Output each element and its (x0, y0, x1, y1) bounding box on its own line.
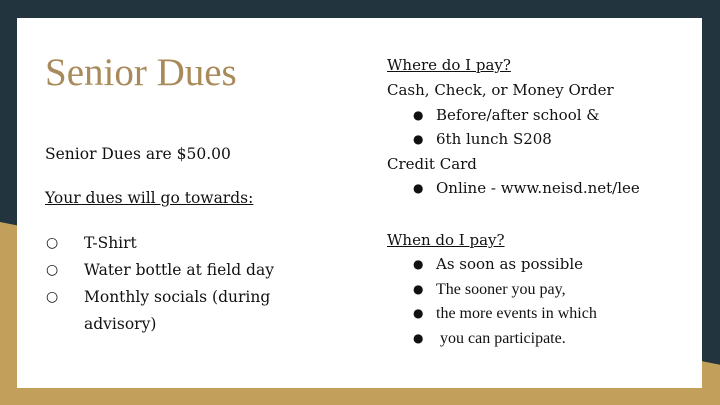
towards-heading: Your dues will go towards: (45, 189, 254, 207)
dues-amount: Senior Dues are $50.00 (45, 145, 231, 163)
list-item: ● the more events in which (423, 301, 597, 327)
hollow-bullet-icon: ○ (46, 235, 59, 251)
list-item: ● Before/after school & (423, 103, 600, 128)
where-payment-methods: Cash, Check, or Money Order (387, 81, 614, 99)
when-heading: When do I pay? (387, 231, 505, 249)
hollow-bullet-icon: ○ (46, 289, 59, 305)
bullet-icon: ● (413, 181, 424, 195)
where-credit-card: Credit Card (387, 155, 477, 173)
slide-card (17, 18, 702, 388)
list-item: ● 6th lunch S208 (423, 127, 552, 152)
list-item: ● The sooner you pay, (423, 277, 566, 303)
bullet-icon: ● (413, 306, 424, 320)
list-item: ○ T-Shirt (33, 230, 323, 257)
list-item: ○ Water bottle at field day (33, 257, 323, 284)
bullet-icon: ● (413, 108, 424, 122)
list-item: ● you can participate. (423, 326, 566, 352)
slide-title: Senior Dues (45, 51, 237, 94)
bullet-icon: ● (413, 331, 424, 345)
bullet-icon: ● (413, 282, 424, 296)
bullet-icon: ● (413, 257, 424, 271)
list-item: ● Online - www.neisd.net/lee (423, 176, 640, 201)
hollow-bullet-icon: ○ (46, 262, 59, 278)
list-item: ○ Monthly socials (during advisory) (33, 284, 323, 338)
list-item: ● As soon as possible (423, 252, 583, 277)
towards-list (33, 230, 323, 338)
bullet-icon: ● (413, 132, 424, 146)
where-heading: Where do I pay? (387, 56, 511, 74)
